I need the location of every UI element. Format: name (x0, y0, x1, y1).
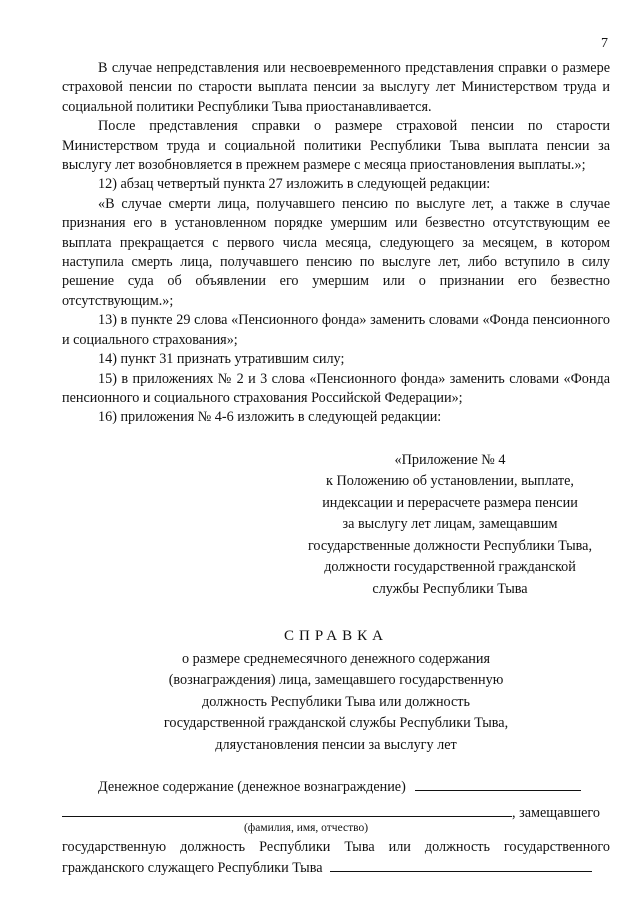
paragraph-item-15: 15) в приложениях № 2 и 3 слова «Пенсионного фонда» заменить словами «Фонда пенсионного и социального страхования Российской Федерации»; (62, 370, 610, 406)
salary-blank[interactable] (415, 776, 581, 791)
appendix-line: государственные должности Республики Тыва, (307, 537, 593, 554)
position-blank[interactable] (330, 857, 592, 872)
paragraph-suspension: В случае непредставления или несвоевременного представления справки о размере страховой пенсии по старости выплата пенсии за выслугу лет Министерством труда и социальной политики Республики Тыва приостанавливается. (62, 60, 610, 115)
salary-label: Денежное содержание (денежное вознаграждение) (98, 779, 406, 796)
spravka-subtitle-line: должность Республики Тыва или должность (202, 693, 470, 710)
name-suffix: , замещавшего (512, 804, 600, 821)
spravka-title: СПРАВКА (284, 628, 388, 645)
paragraph-item-12: 12) абзац четвертый пункта 27 изложить в следующей редакции: (98, 176, 491, 193)
page-number: 7 (601, 36, 608, 51)
appendix-line: к Положению об установлении, выплате, (326, 473, 574, 490)
appendix-header (300, 450, 600, 601)
appendix-line: за выслугу лет лицам, замещавшим (342, 516, 558, 533)
appendix-line: службы Республики Тыва (372, 580, 528, 597)
paragraph-item-13: 13) в пункте 29 слова «Пенсионного фонда» заменить словами «Фонда пенсионного и социального страхования»; (62, 312, 610, 348)
paragraph-death-clause: «В случае смерти лица, получавшего пенсию по выслуге лет, а также в случае признания его в установленном порядке умершим или безвестно отсутствующим ее выплата прекращается с первого числа месяца, следующего за месяцем, в котором наступила смерть лица, получавшего пенсию по выслуге лет, либо вступило в силу решение суда об объявлении его умершим или о признании его безвестно отсутствующим.»; (62, 195, 610, 309)
appendix-line: индексации и перерасчете размера пенсии (322, 494, 578, 511)
spravka-subtitle-line: о размере среднемесячного денежного содержания (181, 650, 491, 667)
form-row-salary (62, 776, 610, 797)
spravka-subtitle-line: дляустановления пенсии за выслугу лет (215, 736, 457, 753)
paragraph-resumption: После представления справки о размере страховой пенсии по старости Министерством труда и социальной политики Республики Тыва выплата пенсии за выслугу лет возобновляется в прежнем размере с месяца приостановления выплаты.»; (62, 118, 610, 174)
paragraph-item-14: 14) пункт 31 признать утратившим силу; (98, 351, 345, 368)
form-row-position (62, 837, 610, 878)
position-text: государственную должность Республики Тыва или должность государственного гражданского служащего Республики Тыва (62, 838, 610, 876)
form-row-name (62, 802, 610, 823)
appendix-line: «Приложение № 4 (394, 451, 506, 468)
paragraph-item-16: 16) приложения № 4-6 изложить в следующей редакции: (98, 409, 442, 426)
appendix-line: должности государственной гражданской (324, 559, 576, 576)
spravka-subtitle-line: (вознаграждения) лица, замещавшего государственную (168, 672, 504, 689)
spravka-subtitle (62, 649, 610, 757)
spravka-subtitle-line: государственной гражданской службы Республики Тыва, (163, 715, 509, 732)
document-body (62, 59, 610, 878)
full-name-blank[interactable] (62, 802, 512, 817)
full-name-caption: (фамилия, имя, отчество) (243, 821, 369, 834)
